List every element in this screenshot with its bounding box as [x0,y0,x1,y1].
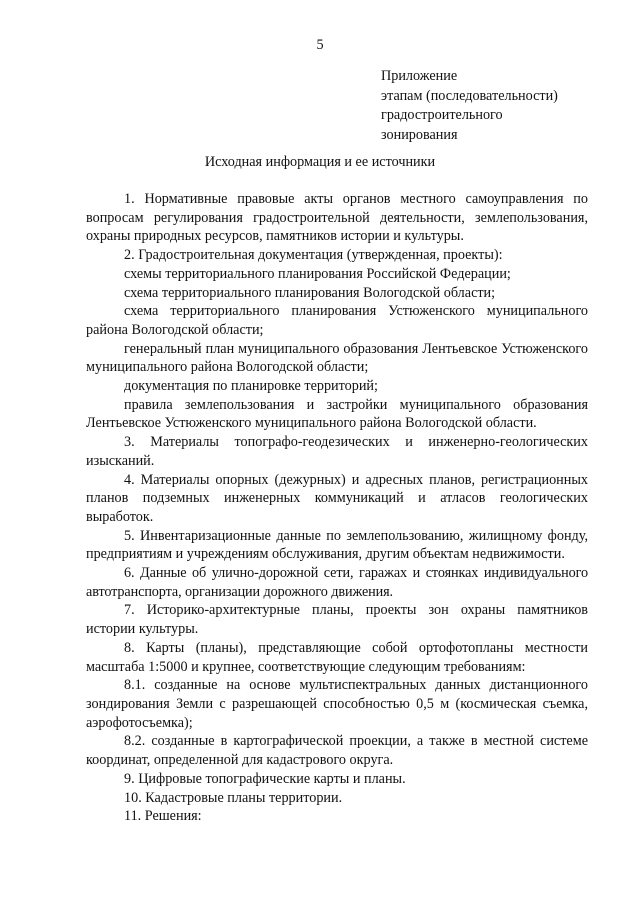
appendix-note [381,67,621,145]
list-item-general-plan: генеральный план муниципального образования Лентьевское Устюженского муниципального района Вологодской области; [86,340,588,376]
appendix-line: зонирования [381,126,458,143]
list-item-federal-scheme: схемы территориального планирования Российской Федерации; [124,265,511,282]
paragraph-3: 3. Материалы топографо-геодезических и инженерно-геологических изысканий. [86,434,588,469]
paragraph-8: 8. Карты (планы), представляющие собой ортофотопланы местности масштаба 1:5000 и крупнее, соответствующие следующим требованиям: [86,639,588,675]
paragraph-6: 6. Данные об улично-дорожной сети, гаражах и стоянках индивидуального автотранспорта, организации дорожного движения. [86,565,588,600]
paragraph-10: 10. Кадастровые планы территории. [124,789,343,806]
paragraph-9: 9. Цифровые топографические карты и планы. [124,770,406,787]
paragraph-8-1: 8.1. созданные на основе мультиспектральных данных дистанционного зондирования Земли с разрешающей способностью 0,5 м (космическая съемка, аэрофотосъемка); [86,677,588,731]
list-item-planning-docs: документация по планировке территорий; [124,378,378,395]
paragraph-8-2: 8.2. созданные в картографической проекции, а также в местной системе координат, определенной для кадастрового округа. [86,733,588,769]
page-number: 5 [316,37,324,53]
paragraph-1: 1. Нормативные правовые акты органов местного самоуправления по вопросам регулирования градостроительной деятельности, землепользования, охраны природных ресурсов, памятников истории и культуры. [86,191,588,245]
appendix-line: Приложение [381,68,458,84]
appendix-line: градостроительного [381,107,503,123]
list-item-regional-scheme: схема территориального планирования Вологодской области; [124,284,496,301]
section-title: Исходная информация и ее источники [204,154,436,170]
paragraph-11: 11. Решения: [124,808,202,825]
paragraph-5: 5. Инвентаризационные данные по землепользованию, жилищному фонду, предприятиям и учреждениям обслуживания, другим объектам недвижимости. [86,527,588,563]
list-item-zoning-rules: правила землепользования и застройки муниципального образования Лентьевское Устюженского муниципального района Вологодской области. [86,396,588,432]
list-item-district-scheme: схема территориального планирования Устюженского муниципального района Вологодской области; [86,303,588,338]
document-body [86,190,588,826]
appendix-line: этапам (последовательности) [381,87,558,104]
paragraph-7: 7. Историко-архитектурные планы, проекты зон охраны памятников истории культуры. [86,602,588,638]
paragraph-4: 4. Материалы опорных (дежурных) и адресных планов, регистрационных планов подземных инженерных коммуникаций и атласов геологических выработок. [86,471,588,525]
paragraph-2: 2. Градостроительная документация (утвержденная, проекты): [124,247,503,264]
